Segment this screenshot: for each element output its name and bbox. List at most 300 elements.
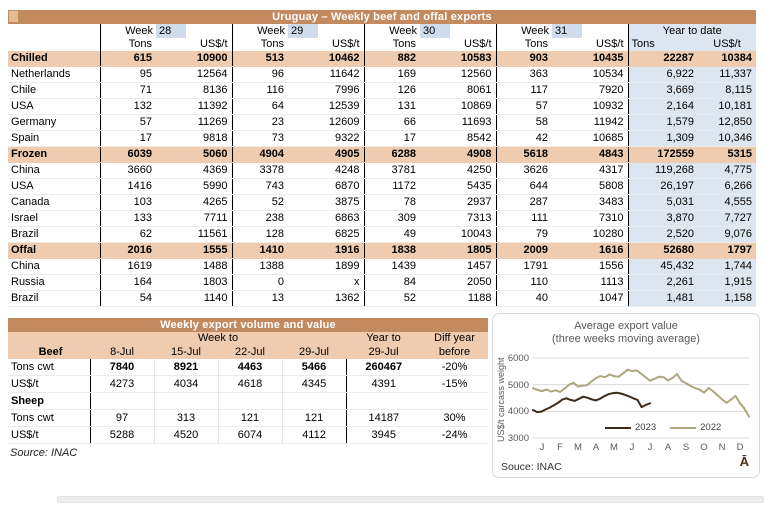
table-row <box>8 410 488 427</box>
cell: 7996 <box>288 83 364 99</box>
spacer-cell <box>8 24 100 38</box>
cell: 644 <box>496 179 552 195</box>
spacer-cell <box>8 332 90 345</box>
cell: 121 <box>282 410 346 427</box>
cell: 9818 <box>156 131 232 147</box>
cell: 1,744 <box>698 259 756 275</box>
row-label: Chilled <box>8 51 100 67</box>
cell: 1457 <box>420 259 496 275</box>
cell: 133 <box>100 211 156 227</box>
cell: 7920 <box>552 83 628 99</box>
x-tick-label: A <box>664 442 672 453</box>
cell: 121 <box>218 410 282 427</box>
cell: 7310 <box>552 211 628 227</box>
cell: 52 <box>364 291 420 307</box>
cell: 17 <box>100 131 156 147</box>
dates-header-row <box>8 345 488 359</box>
row-label: China <box>8 163 100 179</box>
table-row <box>8 51 756 67</box>
exports-grid <box>8 24 756 307</box>
cell: 4369 <box>156 163 232 179</box>
table-source: Source: INAC <box>10 447 78 459</box>
table-row <box>8 393 488 410</box>
cell: 5315 <box>698 147 756 163</box>
table-row <box>8 275 756 291</box>
corner-cell <box>9 11 18 22</box>
week-label: Week <box>100 24 156 38</box>
weekly-volume-value-table <box>8 318 488 459</box>
cell: 1619 <box>100 259 156 275</box>
cell: 110 <box>496 275 552 291</box>
cell: 169 <box>364 67 420 83</box>
cell: 287 <box>496 195 552 211</box>
cell: 3875 <box>288 195 364 211</box>
chart-title: Average export value <box>574 320 678 332</box>
cell: 4,775 <box>698 163 756 179</box>
week-number-cell <box>552 24 628 38</box>
legend-item <box>670 422 721 433</box>
row-label: Brazil <box>8 291 100 307</box>
legend-item <box>605 422 656 433</box>
cell: 5808 <box>552 179 628 195</box>
date-col-header: 15-Jul <box>154 345 218 359</box>
cell: 96 <box>232 67 288 83</box>
cell: 882 <box>364 51 420 67</box>
row-label: Chile <box>8 83 100 99</box>
cell: 10384 <box>698 51 756 67</box>
cell: 4317 <box>552 163 628 179</box>
weekly-exports-title: Uruguay – Weekly beef and offal exports <box>272 11 492 23</box>
cell: 2050 <box>420 275 496 291</box>
cell: 26,197 <box>628 179 698 195</box>
cell: 2937 <box>420 195 496 211</box>
cell: 14187 <box>346 410 421 427</box>
cell: 4905 <box>288 147 364 163</box>
week-number: 28 <box>156 24 186 38</box>
cell: 7840 <box>90 359 154 376</box>
row-label: Germany <box>8 115 100 131</box>
cell: 1,915 <box>698 275 756 291</box>
table-row <box>8 227 756 243</box>
footer-strip <box>57 496 764 503</box>
table-row <box>8 83 756 99</box>
cell: 2,520 <box>628 227 698 243</box>
cell: 10869 <box>420 99 496 115</box>
week-number-cell <box>420 24 496 38</box>
cell: 1555 <box>156 243 232 259</box>
ytd-tons-header: Tons <box>628 38 698 51</box>
row-label: Netherlands <box>8 67 100 83</box>
cell: 4618 <box>218 376 282 393</box>
ytd-usd-header: US$/t <box>698 38 756 51</box>
volume-value-title-bar <box>8 318 488 332</box>
table-row <box>8 67 756 83</box>
cell: 57 <box>100 115 156 131</box>
week-label: Week <box>232 24 288 38</box>
cell: 4345 <box>282 376 346 393</box>
cell: 52 <box>232 195 288 211</box>
week-label: Week <box>496 24 552 38</box>
cell: 313 <box>154 410 218 427</box>
legend-label: 2023 <box>635 422 657 433</box>
cell: 4904 <box>232 147 288 163</box>
table-row <box>8 427 488 444</box>
cell: 6863 <box>288 211 364 227</box>
cell: 1172 <box>364 179 420 195</box>
cell: 1805 <box>420 243 496 259</box>
cell: 10534 <box>552 67 628 83</box>
cell: 117 <box>496 83 552 99</box>
cell: 10900 <box>156 51 232 67</box>
volume-value-grid-body <box>8 359 488 444</box>
cell: 615 <box>100 51 156 67</box>
cell: 1616 <box>552 243 628 259</box>
cell: 2,164 <box>628 99 698 115</box>
cell: 1,309 <box>628 131 698 147</box>
table-row <box>8 115 756 131</box>
cell: 9322 <box>288 131 364 147</box>
cell: 11942 <box>552 115 628 131</box>
cell: 7313 <box>420 211 496 227</box>
cell: 8921 <box>154 359 218 376</box>
table-row <box>8 243 756 259</box>
cell: 40 <box>496 291 552 307</box>
week-number-cell <box>156 24 232 38</box>
row-label: US$/t <box>8 427 90 444</box>
cell: 1899 <box>288 259 364 275</box>
cell: 10043 <box>420 227 496 243</box>
cell: 8,115 <box>698 83 756 99</box>
x-tick-label: O <box>700 442 708 453</box>
cell: 7,727 <box>698 211 756 227</box>
volume-value-title: Weekly export volume and value <box>160 319 336 331</box>
row-label: Tons cwt <box>8 410 90 427</box>
cell: 4,555 <box>698 195 756 211</box>
table-row <box>8 99 756 115</box>
cell: 1556 <box>552 259 628 275</box>
average-export-value-chart <box>492 313 760 478</box>
cell: 1,481 <box>628 291 698 307</box>
cell: x <box>288 275 364 291</box>
cell: 10280 <box>552 227 628 243</box>
x-tick-label: M <box>610 442 618 453</box>
cell: 10462 <box>288 51 364 67</box>
row-label: Canada <box>8 195 100 211</box>
cell: 12560 <box>420 67 496 83</box>
cell: 1,579 <box>628 115 698 131</box>
cell: 132 <box>100 99 156 115</box>
cell: 3945 <box>346 427 421 444</box>
cell: 52680 <box>628 243 698 259</box>
legend-line-swatch <box>670 427 696 429</box>
year-to-header: Year to <box>346 332 421 345</box>
week-to-header: Week to <box>90 332 346 345</box>
cell: 4034 <box>154 376 218 393</box>
cell: 309 <box>364 211 420 227</box>
usd-header: US$/t <box>331 38 360 50</box>
ytd-date-header: 29-Jul <box>346 345 421 359</box>
table-row <box>8 211 756 227</box>
cell: 8136 <box>156 83 232 99</box>
chart-legend <box>605 422 721 433</box>
cell: 62 <box>100 227 156 243</box>
cell: 3,669 <box>628 83 698 99</box>
cell <box>282 393 346 410</box>
cell: 1803 <box>156 275 232 291</box>
cell <box>346 393 421 410</box>
period-header-row <box>8 332 488 345</box>
cell: 4265 <box>156 195 232 211</box>
cell: 10932 <box>552 99 628 115</box>
cell: 1188 <box>420 291 496 307</box>
year-to-date-header: Year to date <box>628 24 756 38</box>
cell: 1113 <box>552 275 628 291</box>
x-tick-label: J <box>647 442 653 453</box>
y-tick-label: 5000 <box>507 379 529 391</box>
cell: 12609 <box>288 115 364 131</box>
table-row <box>8 259 756 275</box>
diff-year-header: Diff year <box>421 332 488 345</box>
table-row <box>8 179 756 195</box>
tons-header: Tons <box>100 38 156 51</box>
cell: 1416 <box>100 179 156 195</box>
cell: 64 <box>232 99 288 115</box>
cell: 54 <box>100 291 156 307</box>
cell: 6,922 <box>628 67 698 83</box>
tons-header: Tons <box>232 38 288 51</box>
cell: 111 <box>496 211 552 227</box>
usd-header: US$/t <box>595 38 624 50</box>
cell: 73 <box>232 131 288 147</box>
cell <box>90 393 154 410</box>
cell: 0 <box>232 275 288 291</box>
cell: 126 <box>364 83 420 99</box>
cell: 6039 <box>100 147 156 163</box>
y-tick-label: 3000 <box>507 433 529 444</box>
cell: 10435 <box>552 51 628 67</box>
cell: 66 <box>364 115 420 131</box>
cell: 131 <box>364 99 420 115</box>
weekly-exports-table <box>8 10 756 307</box>
cell: 363 <box>496 67 552 83</box>
usd-header: US$/t <box>463 38 492 50</box>
cell: 11392 <box>156 99 232 115</box>
cell: 22287 <box>628 51 698 67</box>
cell: 172559 <box>628 147 698 163</box>
cell: 7711 <box>156 211 232 227</box>
weekly-exports-title-bar <box>8 10 756 24</box>
cell: 4273 <box>90 376 154 393</box>
week-number-cell <box>288 24 364 38</box>
cell: 164 <box>100 275 156 291</box>
cell: 6074 <box>218 427 282 444</box>
cell: 119,268 <box>628 163 698 179</box>
legend-line-swatch <box>605 427 631 429</box>
cell: 5288 <box>90 427 154 444</box>
units-header-row <box>8 38 756 51</box>
week-header-row <box>8 24 756 38</box>
volume-value-grid <box>8 332 488 444</box>
series-line-2023 <box>533 393 650 412</box>
date-col-header: 29-Jul <box>282 345 346 359</box>
cell: -15% <box>421 376 488 393</box>
row-label: US$/t <box>8 376 90 393</box>
cell: 11269 <box>156 115 232 131</box>
row-label: Sheep <box>8 393 90 410</box>
cell: 4248 <box>288 163 364 179</box>
tons-header: Tons <box>496 38 552 51</box>
cell <box>421 393 488 410</box>
y-tick-label: 4000 <box>507 406 529 418</box>
cell: 12564 <box>156 67 232 83</box>
cell: 1797 <box>698 243 756 259</box>
y-tick-label: 6000 <box>507 353 529 364</box>
diff-before-header: before <box>421 345 488 359</box>
cell: 513 <box>232 51 288 67</box>
cell: 10685 <box>552 131 628 147</box>
cell: 23 <box>232 115 288 131</box>
cell: 1410 <box>232 243 288 259</box>
cell: 1140 <box>156 291 232 307</box>
cell: 5990 <box>156 179 232 195</box>
date-col-header: 22-Jul <box>218 345 282 359</box>
cell: 5618 <box>496 147 552 163</box>
cell: 128 <box>232 227 288 243</box>
cell: 4843 <box>552 147 628 163</box>
cell: 12539 <box>288 99 364 115</box>
cell: 903 <box>496 51 552 67</box>
week-number: 30 <box>420 24 450 38</box>
corner-glyph: Ā <box>739 454 749 469</box>
row-label: Brazil <box>8 227 100 243</box>
x-tick-label: S <box>682 442 690 453</box>
row-label: Tons cwt <box>8 359 90 376</box>
cell: 8061 <box>420 83 496 99</box>
cell: -24% <box>421 427 488 444</box>
cell: 3483 <box>552 195 628 211</box>
x-tick-label: D <box>736 442 744 453</box>
cell: 97 <box>90 410 154 427</box>
cell: 1439 <box>364 259 420 275</box>
cell: 4250 <box>420 163 496 179</box>
table-row <box>8 359 488 376</box>
row-label: USA <box>8 179 100 195</box>
beef-section-label: Beef <box>8 345 90 359</box>
x-tick-label: J <box>539 442 545 453</box>
x-tick-label: A <box>592 442 600 453</box>
cell: 2009 <box>496 243 552 259</box>
cell: 10583 <box>420 51 496 67</box>
cell: 11,337 <box>698 67 756 83</box>
week-number: 31 <box>552 24 582 38</box>
cell: 1362 <box>288 291 364 307</box>
cell: 3,870 <box>628 211 698 227</box>
cell: 3781 <box>364 163 420 179</box>
cell: 4112 <box>282 427 346 444</box>
x-tick-label: F <box>557 442 563 453</box>
cell: 1,158 <box>698 291 756 307</box>
cell: 3660 <box>100 163 156 179</box>
table-row <box>8 163 756 179</box>
cell: 6,266 <box>698 179 756 195</box>
week-label: Week <box>364 24 420 38</box>
cell: 1916 <box>288 243 364 259</box>
x-tick-label: M <box>574 442 582 453</box>
cell: 10,181 <box>698 99 756 115</box>
cell <box>218 393 282 410</box>
cell: 2016 <box>100 243 156 259</box>
cell: 17 <box>364 131 420 147</box>
cell: 11642 <box>288 67 364 83</box>
cell: 116 <box>232 83 288 99</box>
cell: 3378 <box>232 163 288 179</box>
cell: 49 <box>364 227 420 243</box>
cell: 6870 <box>288 179 364 195</box>
exports-grid-body <box>8 51 756 307</box>
cell: 4520 <box>154 427 218 444</box>
cell: 1047 <box>552 291 628 307</box>
cell: 1838 <box>364 243 420 259</box>
cell: 1488 <box>156 259 232 275</box>
cell: 6288 <box>364 147 420 163</box>
cell: 4391 <box>346 376 421 393</box>
row-label: Russia <box>8 275 100 291</box>
table-row <box>8 131 756 147</box>
x-tick-label: N <box>718 442 726 453</box>
chart-subtitle: (three weeks moving average) <box>552 333 700 345</box>
cell: 78 <box>364 195 420 211</box>
cell: 45,432 <box>628 259 698 275</box>
chart-source: Souce: INAC <box>501 461 562 473</box>
spacer-cell <box>8 38 100 51</box>
row-label: Frozen <box>8 147 100 163</box>
tons-header: Tons <box>364 38 420 51</box>
cell: 743 <box>232 179 288 195</box>
table-row <box>8 291 756 307</box>
week-number: 29 <box>288 24 318 38</box>
table-row <box>8 195 756 211</box>
cell: 95 <box>100 67 156 83</box>
cell: -20% <box>421 359 488 376</box>
table-row <box>8 376 488 393</box>
x-tick-label: J <box>629 442 635 453</box>
cell: 11561 <box>156 227 232 243</box>
cell: 12,850 <box>698 115 756 131</box>
chart-y-axis-label: US$/t carcass weight <box>496 357 506 443</box>
cell: 8542 <box>420 131 496 147</box>
cell: 2,261 <box>628 275 698 291</box>
cell: 6825 <box>288 227 364 243</box>
cell: 84 <box>364 275 420 291</box>
cell: 79 <box>496 227 552 243</box>
cell: 1791 <box>496 259 552 275</box>
cell: 260467 <box>346 359 421 376</box>
cell: 58 <box>496 115 552 131</box>
row-label: Spain <box>8 131 100 147</box>
cell: 9,076 <box>698 227 756 243</box>
cell: 3626 <box>496 163 552 179</box>
usd-header: US$/t <box>199 38 228 50</box>
cell <box>154 393 218 410</box>
cell: 71 <box>100 83 156 99</box>
series-line-2022 <box>533 370 749 417</box>
row-label: China <box>8 259 100 275</box>
cell: 5060 <box>156 147 232 163</box>
cell: 5466 <box>282 359 346 376</box>
row-label: USA <box>8 99 100 115</box>
legend-label: 2022 <box>700 422 722 433</box>
cell: 42 <box>496 131 552 147</box>
